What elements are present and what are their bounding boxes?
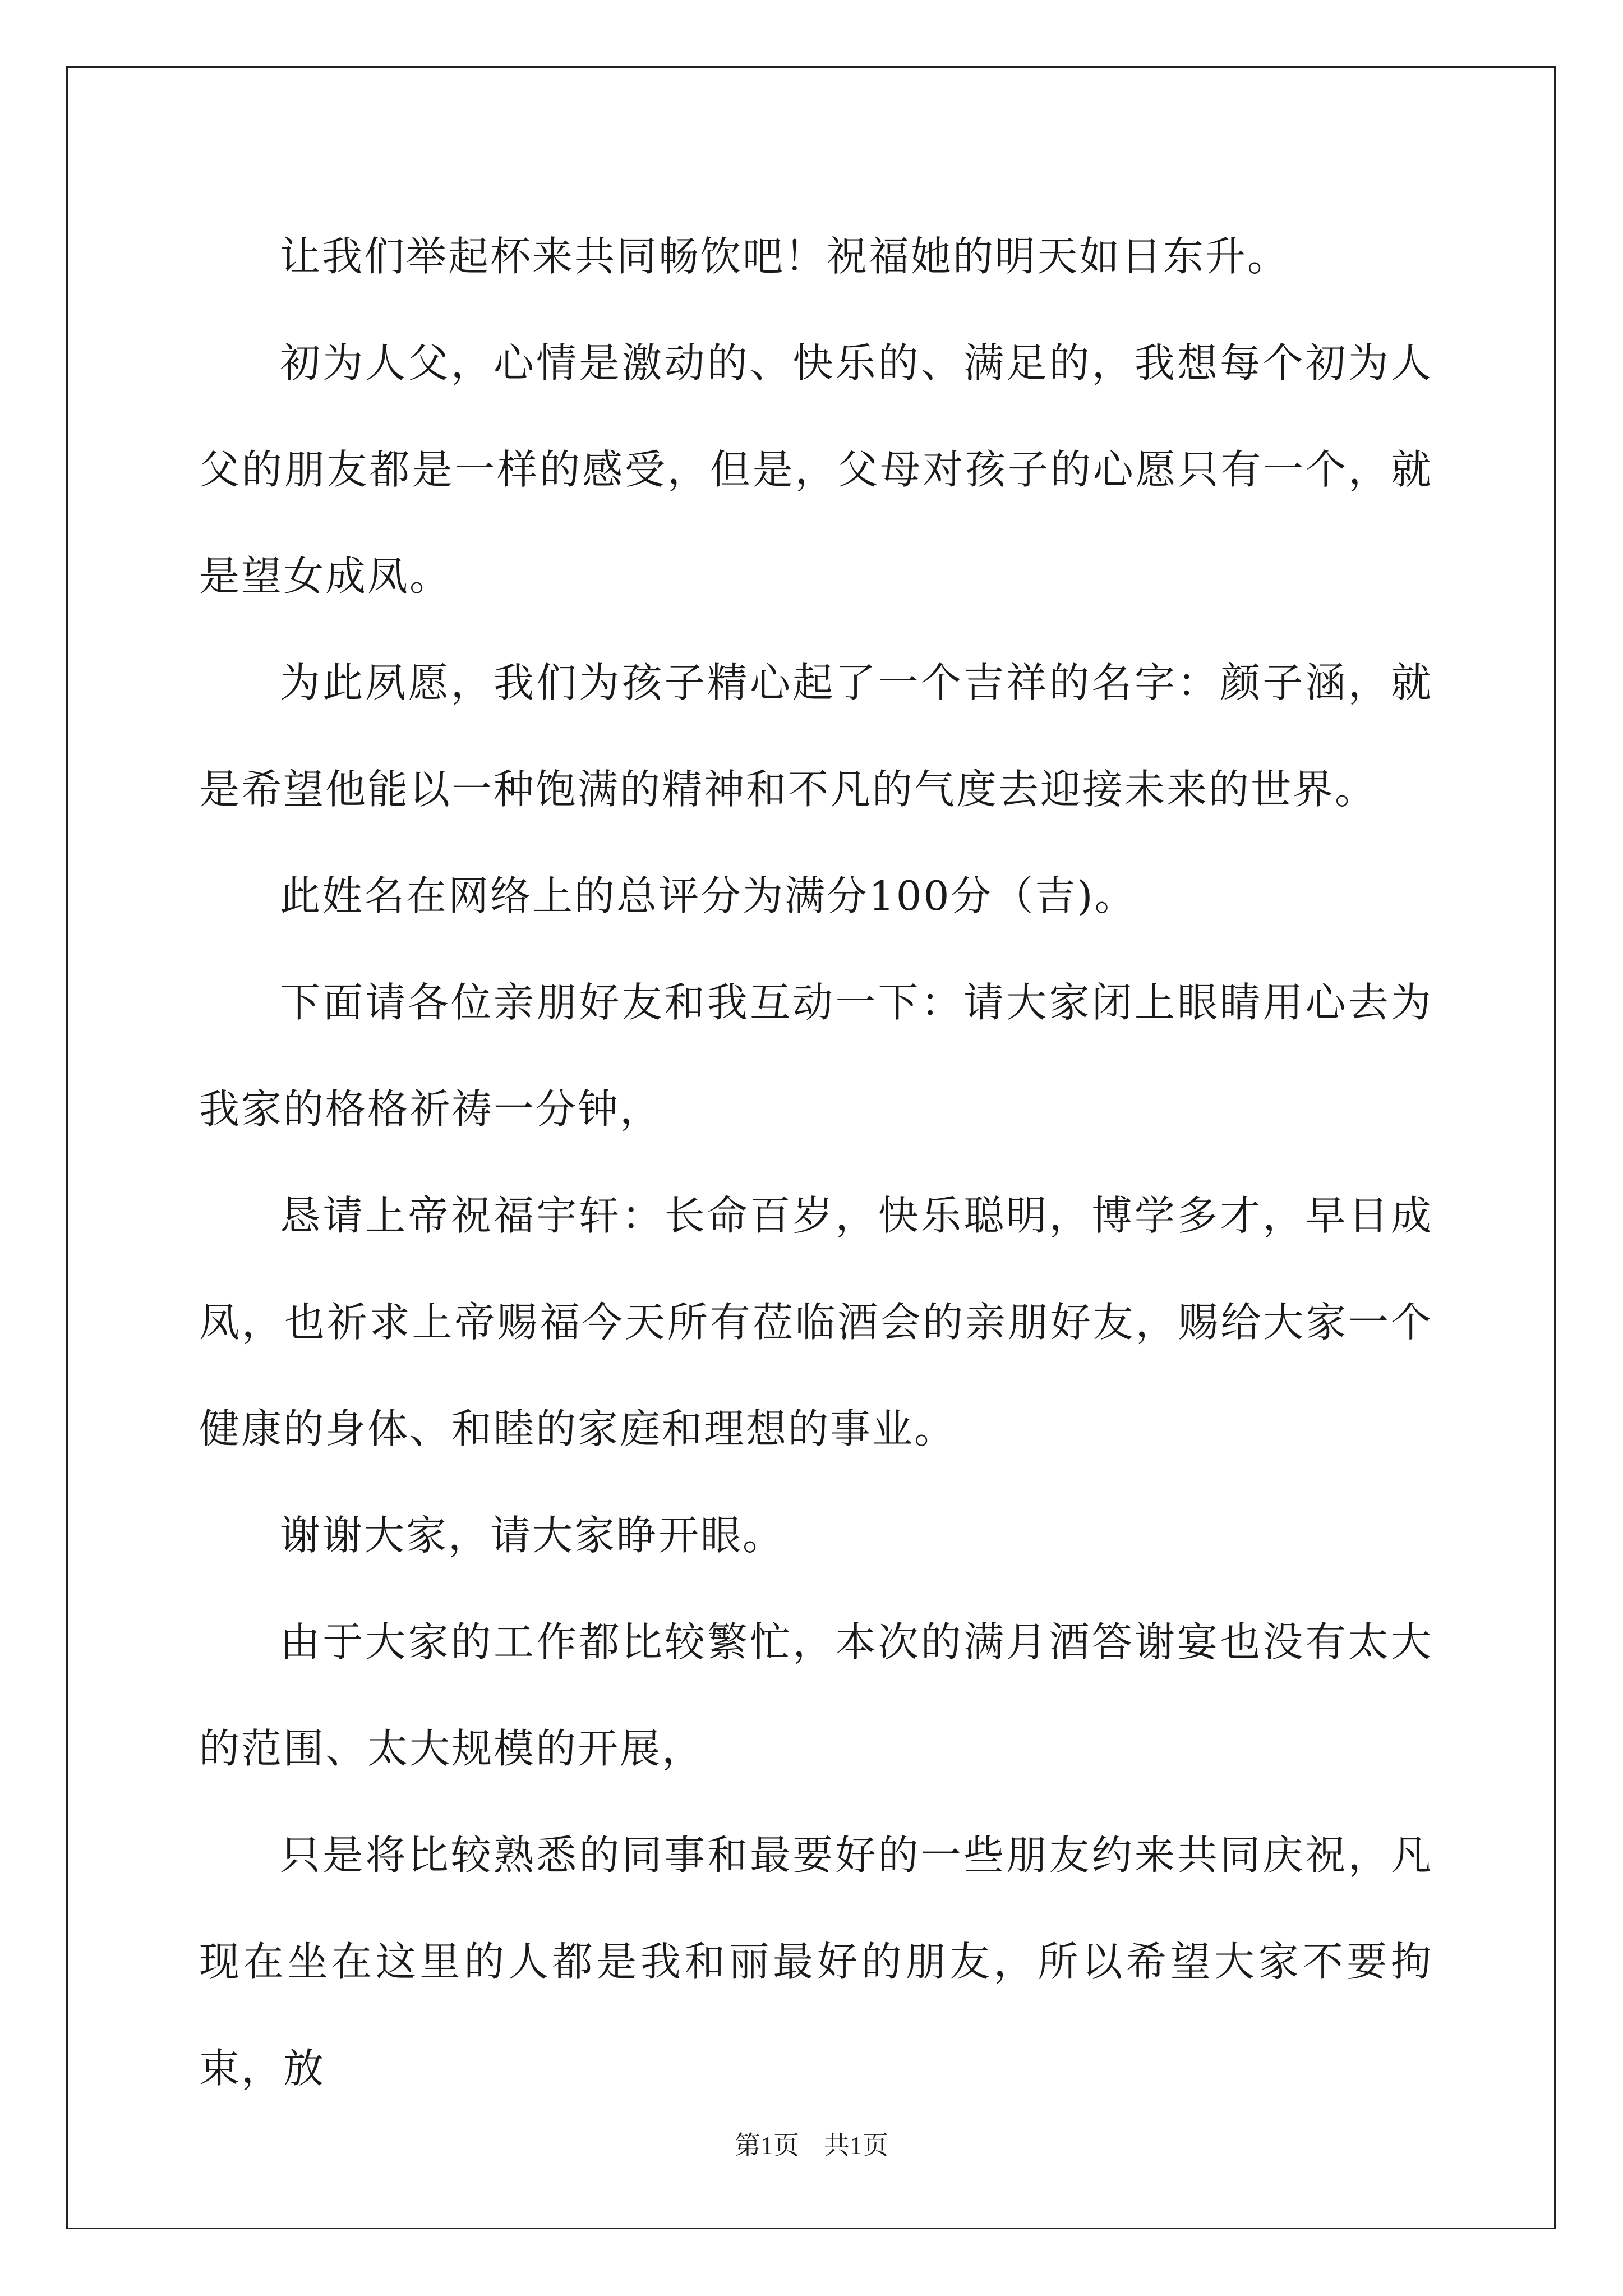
paragraph: 下面请各位亲朋好友和我互动一下：请大家闭上眼睛用心去为我家的格格祈祷一分钟， [199, 979, 1433, 1133]
paragraph: 为此夙愿，我们为孩子精心起了一个吉祥的名字：颜子涵，就是希望他能以一种饱满的精神和不凡的气度去迎接未来的世界。 [199, 659, 1433, 813]
paragraph: 此姓名在网络上的总评分为满分100分（吉)。 [280, 872, 1137, 919]
paragraph: 初为人父，心情是激动的、快乐的、满足的，我想每个初为人父的朋友都是一样的感受，但是，父母对孩子的心愿只有一个，就是望女成凤。 [199, 339, 1433, 600]
document-body [199, 203, 1433, 2122]
paragraph: 由于大家的工作都比较繁忙，本次的满月酒答谢宴也没有太大的范围、太大规模的开展， [199, 1618, 1433, 1772]
paragraph: 只是将比较熟悉的同事和最要好的一些朋友约来共同庆祝，凡现在坐在这里的人都是我和丽最好的朋友，所以希望大家不要拘束，放 [199, 1832, 1433, 2092]
paragraph: 谢谢大家，请大家睁开眼。 [280, 1512, 785, 1559]
paragraph: 让我们举起杯来共同畅饮吧！祝福她的明天如日东升。 [280, 233, 1290, 280]
page-footer [0, 2129, 1623, 2162]
page-number: 第1页 [735, 2131, 799, 2160]
paragraph: 恳请上帝祝福宇轩：长命百岁，快乐聪明，博学多才，早日成凤，也祈求上帝赐福今天所有莅临酒会的亲朋好友，赐给大家一个健康的身体、和睦的家庭和理想的事业。 [199, 1192, 1433, 1452]
page-total: 共1页 [824, 2131, 888, 2160]
